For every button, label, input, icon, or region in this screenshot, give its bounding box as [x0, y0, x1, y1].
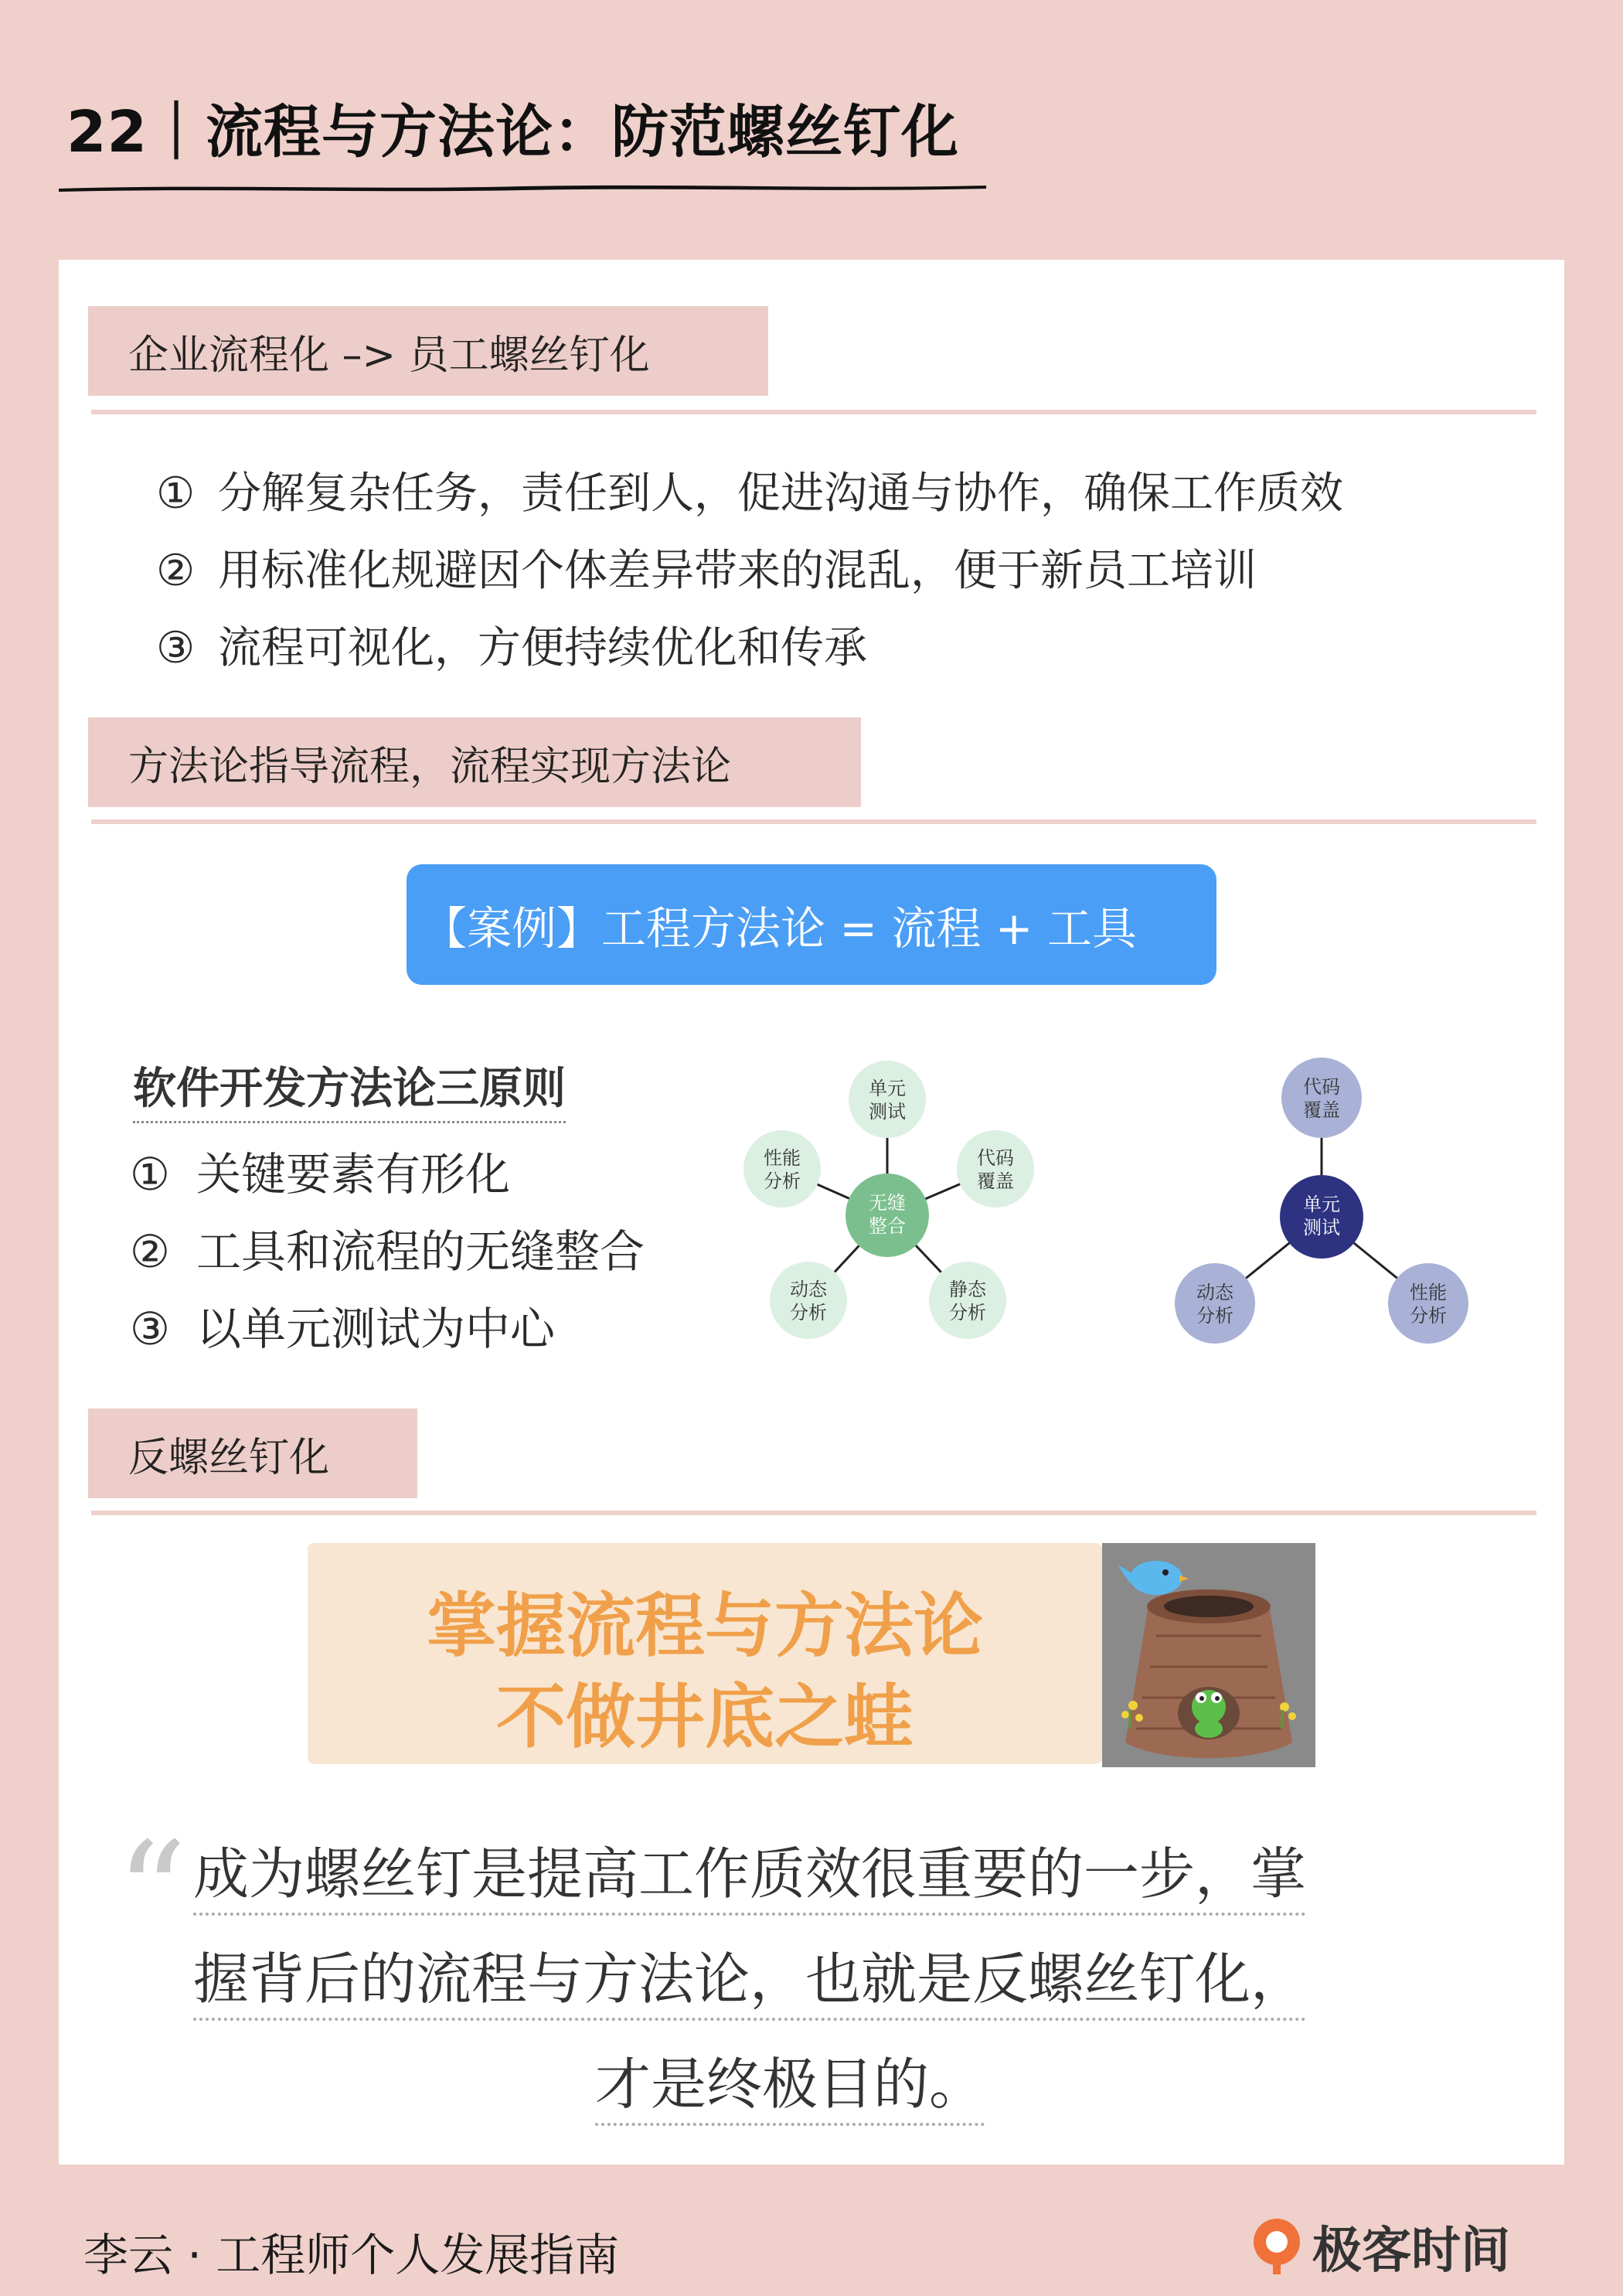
- case-example-banner: 【案例】工程方法论 = 流程 + 工具: [407, 864, 1216, 985]
- footer-course-name: 李云 · 工程师个人发展指南: [83, 2229, 620, 2281]
- item-number: ②: [156, 546, 196, 596]
- quote-mark-icon: “: [116, 1813, 188, 1974]
- svg-text:性能: 性能: [1410, 1282, 1447, 1303]
- svg-text:覆盖: 覆盖: [1303, 1099, 1340, 1121]
- list-item: [156, 459, 1343, 521]
- quote-line: 才是终极目的。: [595, 2039, 985, 2126]
- diagram1-node-dynamic: [770, 1262, 847, 1339]
- svg-text:分析: 分析: [1196, 1305, 1233, 1327]
- svg-text:覆盖: 覆盖: [977, 1170, 1014, 1192]
- quote-line: 成为螺丝钉是提高工作质效很重要的一步，掌: [193, 1829, 1306, 1916]
- list-item: [156, 614, 867, 676]
- principle-item: [130, 1293, 555, 1358]
- item-text: 以单元测试为中心: [196, 1303, 556, 1355]
- svg-text:分析: 分析: [1410, 1305, 1447, 1327]
- svg-text:动态: 动态: [790, 1279, 827, 1300]
- diagram2-node-coverage: [1281, 1058, 1362, 1138]
- footer-brand: [1247, 2211, 1510, 2282]
- brand-name: 极客时间: [1312, 2223, 1510, 2280]
- svg-text:分析: 分析: [790, 1302, 827, 1323]
- principle-item: [130, 1138, 510, 1203]
- svg-text:整合: 整合: [869, 1215, 906, 1237]
- list-item: [156, 537, 1257, 598]
- diagram2-node-performance: [1388, 1263, 1468, 1344]
- svg-text:分析: 分析: [764, 1170, 801, 1192]
- section-heading-methodology: 方法论指导流程，流程实现方法论: [88, 717, 861, 807]
- section-divider: [91, 410, 1536, 414]
- svg-text:无缝: 无缝: [869, 1192, 906, 1214]
- principle-item: [130, 1215, 645, 1280]
- principles-title: 软件开发方法论三原则: [133, 1054, 566, 1123]
- svg-text:单元: 单元: [1303, 1194, 1340, 1215]
- item-text: 工具和流程的无缝整合: [196, 1225, 645, 1278]
- frog-in-well-illustration: [1102, 1543, 1315, 1767]
- item-text: 分解复杂任务，责任到人，促进沟通与协作，确保工作质效: [218, 468, 1343, 519]
- page-title: 22｜流程与方法论：防范螺丝钉化: [66, 99, 959, 165]
- item-number: ②: [130, 1225, 170, 1278]
- brand-logo-icon: [1247, 2216, 1306, 2277]
- item-number: ①: [130, 1148, 170, 1201]
- integration-diagram: [726, 1051, 1051, 1361]
- diagram2-center: [1280, 1175, 1363, 1259]
- svg-text:动态: 动态: [1196, 1282, 1233, 1303]
- quote-line: 握背后的流程与方法论，也就是反螺丝钉化，: [193, 1934, 1306, 2021]
- svg-text:测试: 测试: [869, 1101, 906, 1122]
- item-number: ①: [156, 468, 196, 519]
- diagram1-node-performance: [743, 1130, 821, 1208]
- svg-text:性能: 性能: [764, 1147, 801, 1169]
- section-divider: [91, 1511, 1536, 1515]
- section-heading-process: 企业流程化 –> 员工螺丝钉化: [88, 306, 768, 396]
- section-heading-anti-screw: 反螺丝钉化: [88, 1409, 417, 1498]
- svg-text:代码: 代码: [977, 1147, 1014, 1169]
- item-text: 用标准化规避因个体差异带来的混乱，便于新员工培训: [218, 546, 1257, 596]
- svg-text:代码: 代码: [1303, 1076, 1340, 1098]
- slogan-banner: [308, 1543, 1102, 1764]
- diagram2-node-dynamic: [1175, 1263, 1255, 1344]
- unit-test-diagram: [1159, 1051, 1484, 1361]
- diagram1-node-unit-test: [849, 1061, 926, 1138]
- diagram1-node-static: [929, 1262, 1006, 1339]
- diagram1-center: [846, 1174, 929, 1257]
- item-number: ③: [130, 1303, 170, 1355]
- title-underline-brush: [59, 179, 986, 195]
- item-text: 流程可视化，方便持续优化和传承: [218, 623, 867, 673]
- slogan-line: 不做井底之蛙: [496, 1677, 914, 1758]
- slogan-line: 掌握流程与方法论: [427, 1586, 983, 1667]
- item-text: 关键要素有形化: [196, 1148, 511, 1201]
- diagram1-node-coverage: [957, 1130, 1034, 1208]
- section-divider: [91, 819, 1536, 824]
- svg-text:分析: 分析: [949, 1302, 986, 1323]
- svg-text:测试: 测试: [1303, 1217, 1340, 1238]
- svg-text:单元: 单元: [869, 1078, 906, 1099]
- svg-text:静态: 静态: [949, 1279, 986, 1300]
- item-number: ③: [156, 623, 196, 673]
